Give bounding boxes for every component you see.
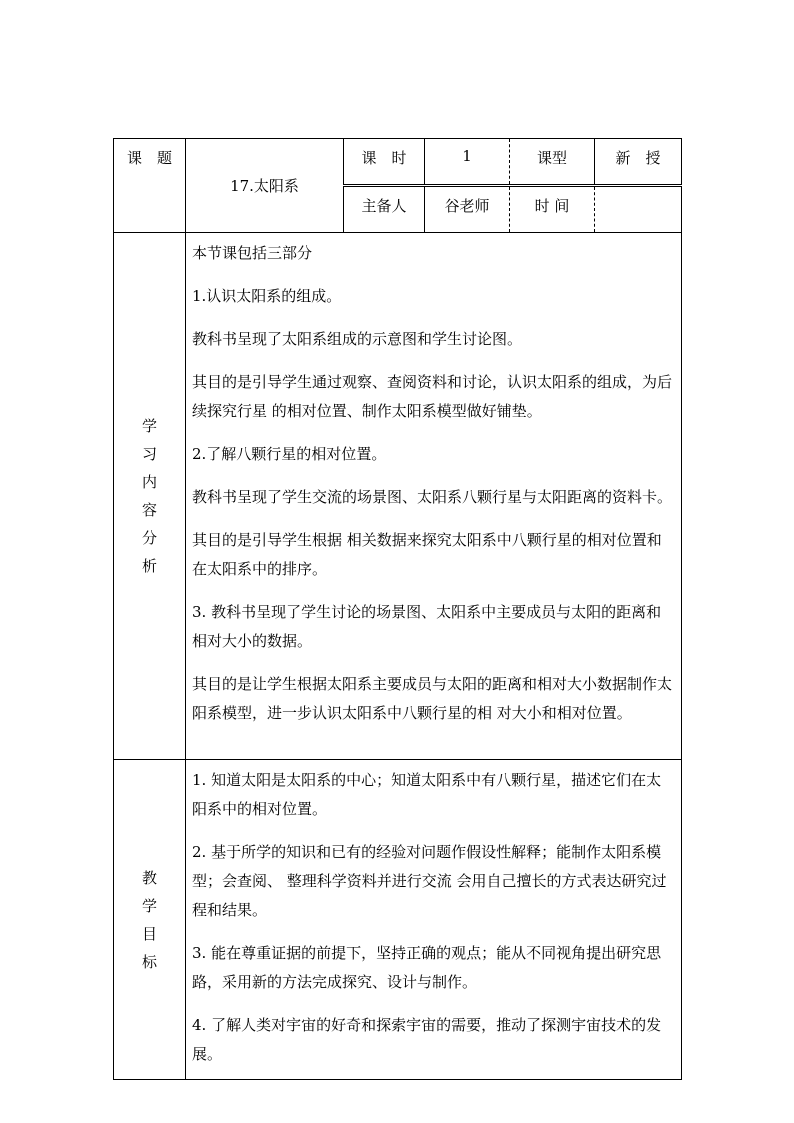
objectives-label-char: 目 [141,924,157,943]
analysis-label-char: 学 [141,417,157,435]
analysis-label-char: 容 [141,501,157,519]
time-value-cell [595,186,682,233]
type-value: 新 授 [615,149,661,167]
period-label: 课 时 [361,149,407,167]
period-value: 1 [462,147,472,165]
analysis-paragraph: 2.了解八颗行星的相对位置。 [192,445,387,463]
type-label: 课型 [536,149,567,167]
objectives-label-char: 教 [141,868,157,887]
analysis-paragraph: 其目的是让学生根据太阳系主要成员与太阳的距离和相对大小数据制作太阳系模型，进一步认识太阳系中八颗行星的相 对大小和相对位置。 [192,675,673,722]
objective-paragraph: 4. 了解人类对宇宙的好奇和探索宇宙的需要，推动了探测宇宙技术的发展。 [192,1016,662,1063]
type-value-cell [595,139,682,186]
analysis-label-char: 习 [141,445,157,463]
analysis-paragraph: 本节课包括三部分 [192,244,313,262]
analysis-paragraph: 教科书呈现了学生交流的场景图、太阳系八颗行星与太阳距离的资料卡。 [192,488,673,506]
host-value-cell [425,186,510,233]
analysis-label-char: 内 [141,473,157,491]
analysis-content [186,233,682,760]
objective-paragraph: 1. 知道太阳是太阳系的中心；知道太阳系中有八颗行星，描述它们在太阳系中的相对位置。 [192,771,662,818]
analysis-label-char: 析 [141,557,157,575]
host-value: 谷老师 [444,197,490,215]
host-label: 主备人 [361,197,407,215]
lesson-title: 17.太阳系 [230,177,299,195]
objectives-label-cell [114,760,186,1080]
objectives-content [186,760,682,1080]
analysis-paragraph: 其目的是引导学生根据 相关数据来探究太阳系中八颗行星的相对位置和在太阳系中的排序。 [192,531,662,578]
analysis-paragraph: 1.认识太阳系的组成。 [192,287,342,305]
time-label: 时 间 [534,197,570,215]
objectives-label-char: 标 [141,952,157,971]
objectives-label-char: 学 [141,896,157,915]
analysis-label-char: 分 [141,529,157,547]
time-label-cell [510,186,595,233]
subject-label-cell [114,139,186,233]
subject-label: 课 题 [126,149,172,167]
objective-paragraph: 2. 基于所学的知识和已有的经验对问题作假设性解释；能制作太阳系模型；会查阅、 整理科学资料并进行交流 会用自己擅长的方式表达研究过程和结果。 [192,843,667,919]
subject-value-cell [186,139,344,233]
analysis-paragraph: 教科书呈现了太阳系组成的示意图和学生讨论图。 [192,330,523,348]
analysis-label-cell [114,233,186,760]
period-value-cell [425,139,510,186]
analysis-paragraph: 其目的是引导学生通过观察、查阅资料和讨论，认识太阳系的组成，为后续探究行星 的相对位置、制作太阳系模型做好铺垫。 [192,373,673,420]
type-label-cell [510,139,595,186]
host-label-cell [344,186,425,233]
period-label-cell [344,139,425,186]
objective-paragraph: 3. 能在尊重证据的前提下，坚持正确的观点；能从不同视角提出研究思路，采用新的方法完成探究、设计与制作。 [192,944,662,991]
analysis-paragraph: 3. 教科书呈现了学生讨论的场景图、太阳系中主要成员与太阳的距离和相对大小的数据。 [192,603,662,650]
time-value [595,187,681,195]
lesson-plan-table [113,138,682,1080]
